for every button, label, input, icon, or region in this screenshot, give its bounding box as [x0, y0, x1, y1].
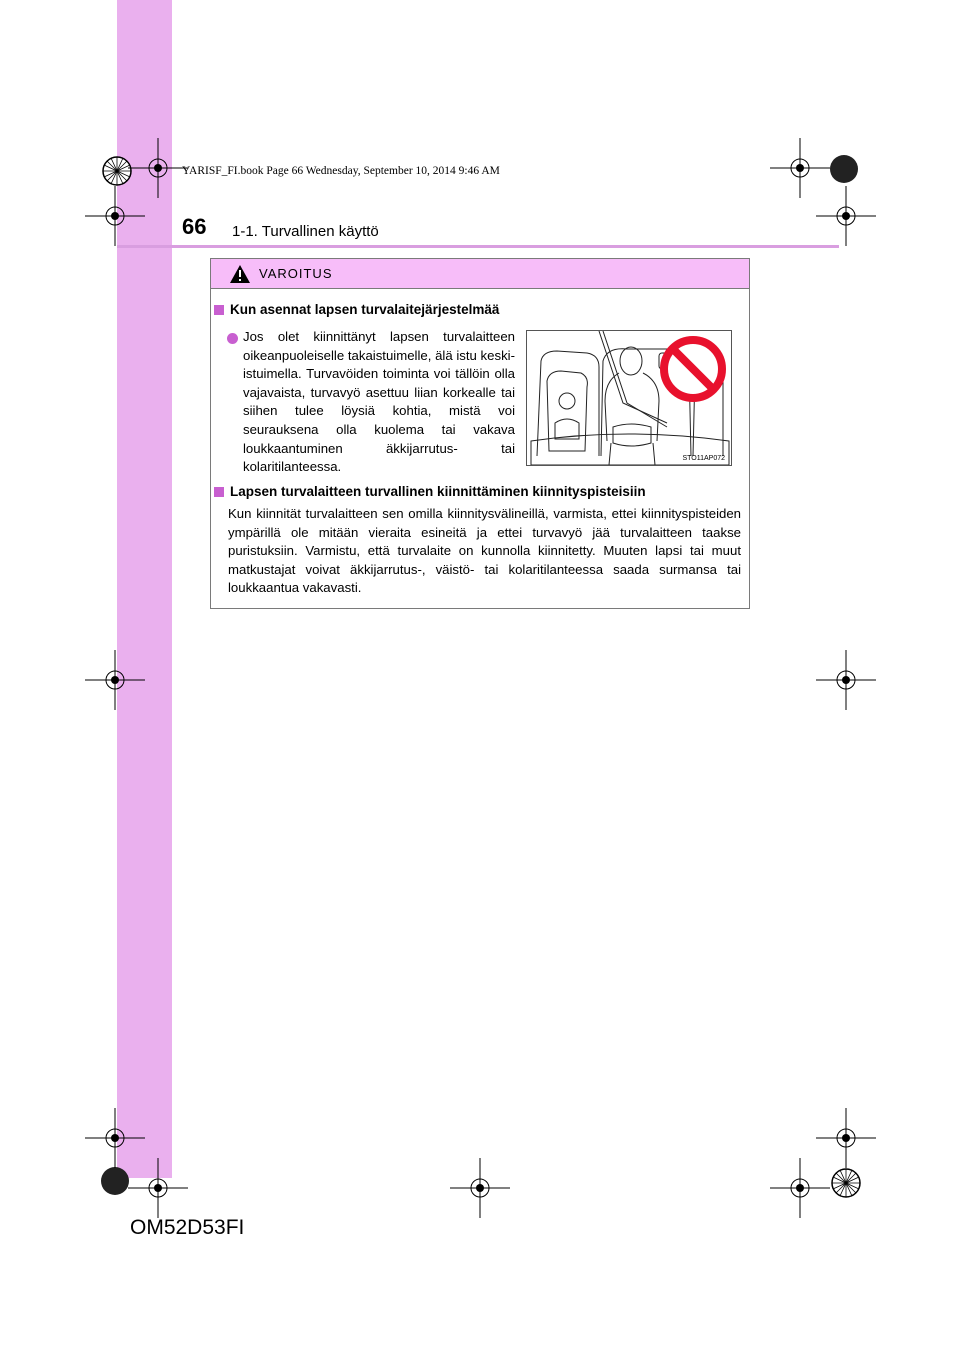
- registration-mark-icon: [826, 1163, 866, 1203]
- crosshair-mark-icon: [450, 1158, 510, 1218]
- document-code: OM52D53FI: [130, 1216, 245, 1239]
- crosshair-mark-icon: [770, 1158, 830, 1218]
- page-number: 66: [182, 214, 207, 239]
- prohibited-sign-icon: [657, 333, 729, 405]
- section-heading-text: Lapsen turvalaitteen turvallinen kiinnittäminen kiinnityspisteisiin: [230, 484, 646, 499]
- crosshair-mark-icon: [85, 186, 145, 246]
- section-heading: [214, 302, 499, 317]
- header-rule: [117, 245, 839, 248]
- warning-header: [211, 259, 749, 289]
- section-heading: [214, 484, 646, 499]
- book-info: YARISF_FI.book Page 66 Wednesday, September 10, 2014 9:46 AM: [182, 165, 500, 177]
- warning-triangle-icon: [229, 264, 251, 284]
- crosshair-mark-icon: [128, 1158, 188, 1218]
- square-bullet-icon: [214, 305, 224, 315]
- bullet-text: Jos olet kiinnittänyt lapsen turvalaitteen oikeanpuoleiselle takaistuimelle, älä istu keski-istuimella. Turvavöiden toiminta voi tällöin olla vajavaista, turvavyö asettuu liian korkealle tai siihen tulee löysiä kohtia, mistä voi seurauksena olla kuolema tai vakava loukkaantuminen äkkijarrutus- tai kolaritilanteessa.: [243, 329, 515, 475]
- illustration: [526, 330, 732, 466]
- round-bullet-icon: [227, 333, 238, 344]
- section-title: 1-1. Turvallinen käyttö: [232, 223, 379, 240]
- crosshair-mark-icon: [816, 650, 876, 710]
- registration-mark-icon: [826, 151, 862, 187]
- crosshair-mark-icon: [816, 186, 876, 246]
- illustration-code: STO11AP072: [682, 455, 725, 462]
- paragraph: Kun kiinnität turvalaitteen sen omilla kiinnitysvälineillä, varmista, ettei kiinnityspisteiden ympärillä ole mitään vieraita esineitä ja ettei turvavyö jää turvalaitteen taakse puristuksiin. Varmistu, että turvalaite on kunnolla kiinnitetty. Muuten lapsi tai muut matkustajat voivat äkkijarrutus-, väistö- tai kolaritilanteessa saada surmansa tai loukkaantua vakavasti.: [228, 506, 741, 596]
- square-bullet-icon: [214, 487, 224, 497]
- section-heading-text: Kun asennat lapsen turvalaitejärjestelmää: [230, 302, 500, 317]
- crosshair-mark-icon: [85, 650, 145, 710]
- warning-title: VAROITUS: [259, 266, 333, 281]
